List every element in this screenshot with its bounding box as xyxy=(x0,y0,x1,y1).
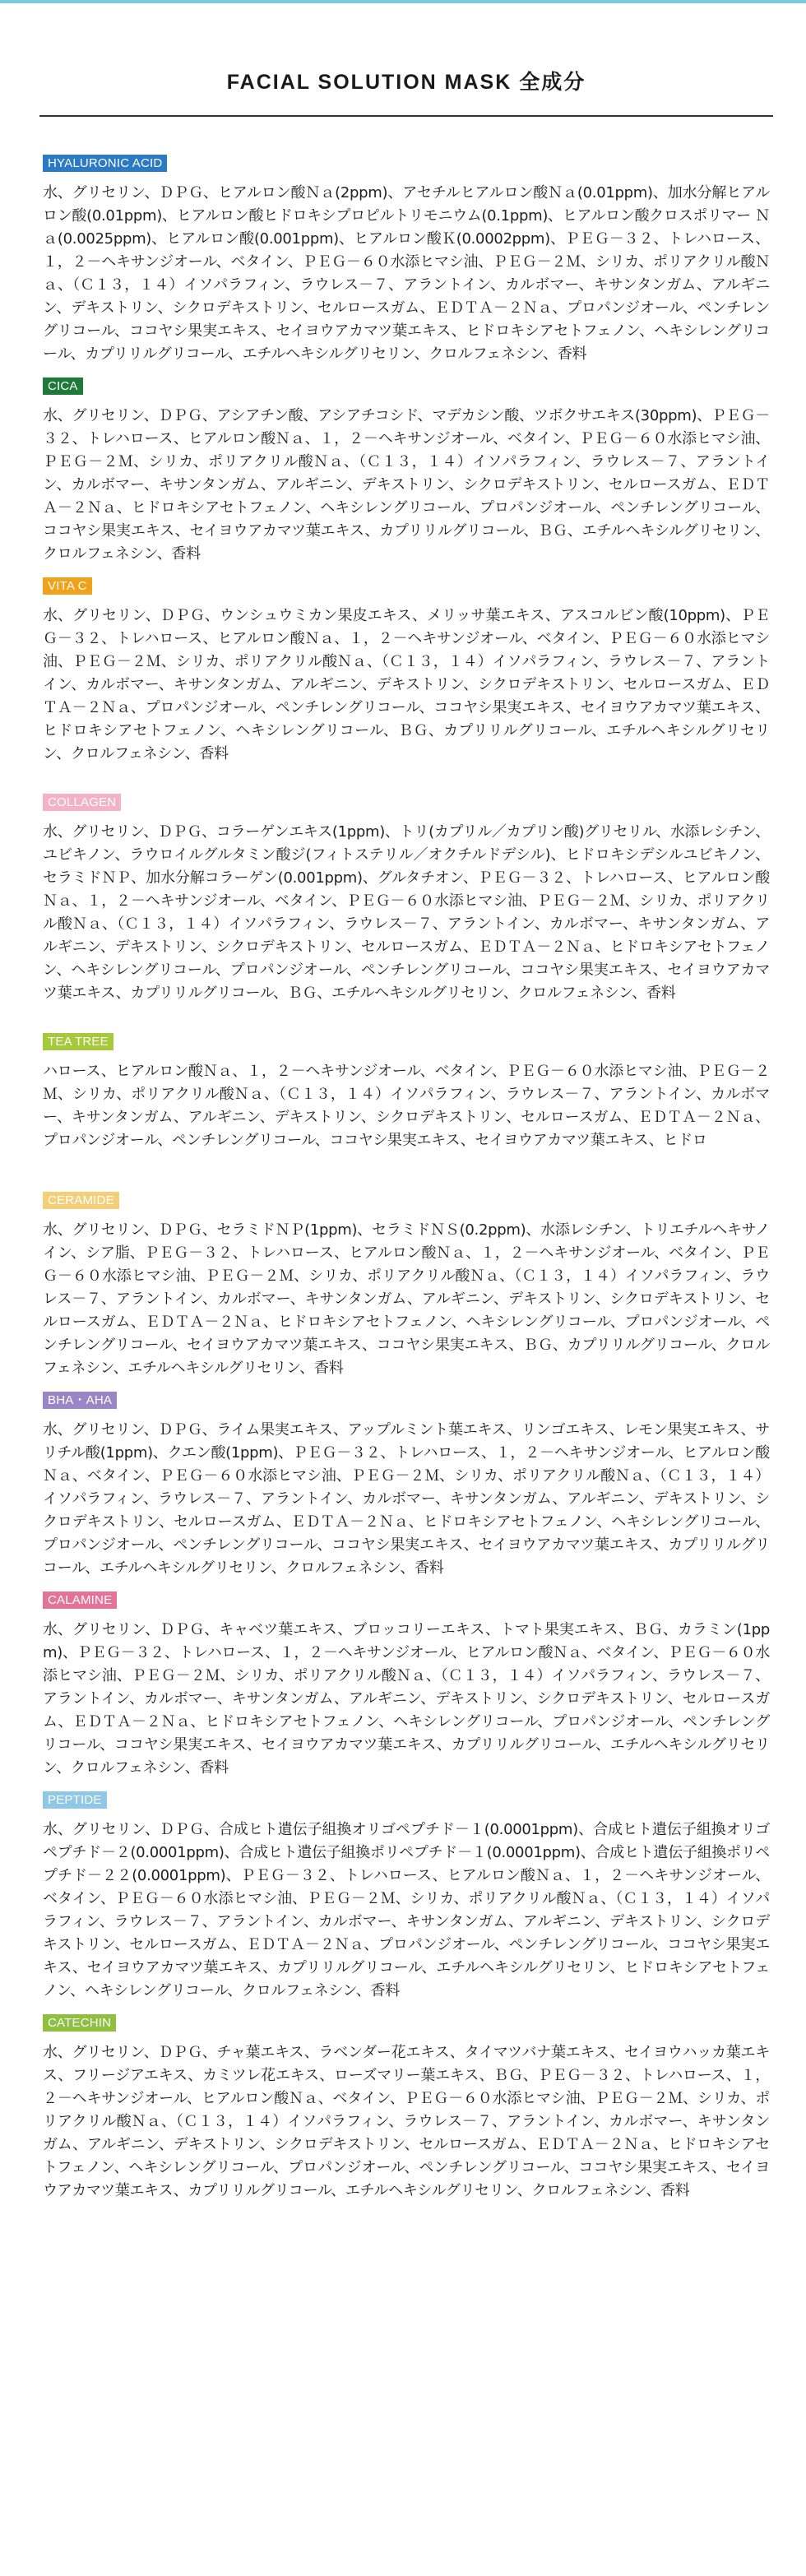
section-badge: TEA TREE xyxy=(43,1033,113,1050)
page-header xyxy=(39,66,773,117)
page-title: FACIAL SOLUTION MASK 全成分 xyxy=(39,66,773,117)
ingredient-section-catechin xyxy=(43,2014,770,2203)
ingredient-text: 水、グリセリン、ＤＰＧ、ヒアルロン酸Ｎａ(2ppm)、アセチルヒアルロン酸Ｎａ(0.01ppm)、加水分解ヒアルロン酸(0.01ppm)、ヒアルロン酸ヒドロキシプロピルトリモニウム(0.1ppm)、ヒアルロン酸クロスポリマー Ｎａ(0.0025ppm)、ヒアルロン酸(0.001ppm)、ヒアルロン酸Ｋ(0.0002ppm)、ＰＥＧ－３２、トレハロース、１，２－ヘキサンジオール、ベタイン、ＰＥＧ－６０水添ヒマシ油、ＰＥＧ－２Ｍ、シリカ、ポリアクリル酸Ｎａ、（Ｃ１３，１４）イソパラフィン、ラウレス－７、アラントイン、カルボマー、キサンタンガム、アルギニン、デキストリン、シクロデキストリン、セルロースガム、ＥＤＴＡ－２Ｎａ、プロパンジオール、ペンチレングリコール、ココヤシ果実エキス、セイヨウアカマツ葉エキス、ヒドロキシアセトフェノン、ヘキシレングリコール、カプリリルグリコール、エチルヘキシルグリセリン、クロルフェネシン、香料 xyxy=(43,184,770,363)
ingredient-section-peptide xyxy=(43,1791,770,2003)
ingredient-section-ceramide xyxy=(43,1192,770,1380)
ingredients-list xyxy=(43,155,770,2203)
ingredient-text: ハロース、ヒアルロン酸Ｎａ、１，２－ヘキサンジオール、ベタイン、ＰＥＧ－６０水添ヒマシ油、ＰＥＧ－２Ｍ、シリカ、ポリアクリル酸Ｎａ、（Ｃ１３，１４）イソパラフィン、ラウレス－７、アラントイン、カルボマー、キサンタンガム、アルギニン、デキストリン、シクロデキストリン、セルロースガム、ＥＤＴＡ－２Ｎａ、プロパンジオール、ペンチレングリコール、ココヤシ果実エキス、セイヨウアカマツ葉エキス、ヒドロ xyxy=(43,1063,770,1149)
section-badge: CATECHIN xyxy=(43,2014,116,2032)
ingredient-section-bha-aha xyxy=(43,1392,770,1580)
ingredient-text: 水、グリセリン、ＤＰＧ、キャベツ葉エキス、ブロッコリーエキス、トマト果実エキス、ＢＧ、カラミン(1ppm)、ＰＥＧ－３２、トレハロース、１，２－ヘキサンジオール、ヒアルロン酸Ｎａ、ベタイン、ＰＥＧ－６０水添ヒマシ油、ＰＥＧ－２Ｍ、シリカ、ポリアクリル酸Ｎａ、（Ｃ１３，１４）イソパラフィン、ラウレス－７、アラントイン、カルボマー、キサンタンガム、アルギニン、デキストリン、シクロデキストリン、セルロースガム、ＥＤＴＡ－２Ｎａ、ヒドロキシアセトフェノン、ヘキシレングリコール、プロパンジオール、ペンチレングリコール、ココヤシ果実エキス、セイヨウアカマツ葉エキス、カプリリルグリコール、エチルヘキシルグリセリン、クロルフェネシン、香料 xyxy=(43,1621,770,1777)
section-badge: VITA C xyxy=(43,577,92,595)
section-badge: CERAMIDE xyxy=(43,1192,119,1209)
ingredient-section-tea-tree xyxy=(43,1033,770,1152)
ingredient-text: 水、グリセリン、ＤＰＧ、ライム果実エキス、アップルミント葉エキス、リンゴエキス、レモン果実エキス、サリチル酸(1ppm)、クエン酸(1ppm)、ＰＥＧ－３２、トレハロース、１，２－ヘキサンジオール、ヒアルロン酸Ｎａ、ベタイン、ＰＥＧ－６０水添ヒマシ油、ＰＥＧ－２Ｍ、シリカ、ポリアクリル酸Ｎａ、（Ｃ１３，１４）イソパラフィン、ラウレス－７、アラントイン、カルボマー、キサンタンガム、アルギニン、デキストリン、シクロデキストリン、セルロースガム、ＥＤＴＡ－２Ｎａ、ヒドロキシアセトフェノン、ヘキシレングリコール、プロパンジオール、ペンチレングリコール、ココヤシ果実エキス、セイヨウアカマツ葉エキス、カプリリルグリコール、エチルヘキシルグリセリン、クロルフェネシン、香料 xyxy=(43,1421,770,1577)
ingredient-text: 水、グリセリン、ＤＰＧ、ウンシュウミカン果皮エキス、メリッサ葉エキス、アスコルビン酸(10ppm)、ＰＥＧ－３２、トレハロース、ヒアルロン酸Ｎａ、１，２－ヘキサンジオール、ベタイン、ＰＥＧ－６０水添ヒマシ油、ＰＥＧ－２Ｍ、シリカ、ポリアクリル酸Ｎａ、（Ｃ１３，１４）イソパラフィン、ラウレス－７、アラントイン、カルボマー、キサンタンガム、アルギニン、デキストリン、シクロデキストリン、セルロースガム、ＥＤＴＡ－２Ｎａ、プロパンジオール、ペンチレングリコール、ココヤシ果実エキス、セイヨウアカマツ葉エキス、ヒドロキシアセトフェノン、ヘキシレングリコール、ＢＧ、カプリリルグリコール、エチルヘキシルグリセリン、クロルフェネシン、香料 xyxy=(43,607,770,762)
ingredient-text: 水、グリセリン、ＤＰＧ、コラーゲンエキス(1ppm)、トリ(カプリル／カプリン酸)グリセリル、水添レシチン、ユビキノン、ラウロイルグルタミン酸ジ(フィトステリル／オクチルドデシル)、ヒドロキシデシルユビキノン、セラミドＮＰ、加水分解コラーゲン(0.001ppm)、グルタチオン、ＰＥＧ－３２、トレハロース、ヒアルロン酸Ｎａ、１，２－ヘキサンジオール、ベタイン、ＰＥＧ－６０水添ヒマシ油、ＰＥＧ－２Ｍ、シリカ、ポリアクリル酸Ｎａ、（Ｃ１３，１４）イソパラフィン、ラウレス－７、アラントイン、カルボマー、キサンタンガム、アルギニン、デキストリン、シクロデキストリン、セルロースガム、ＥＤＴＡ－２Ｎａ、ヒドロキシアセトフェノン、ヘキシレングリコール、プロパンジオール、ペンチレングリコール、ココヤシ果実エキス、セイヨウアカマツ葉エキス、カプリリルグリコール、ＢＧ、エチルヘキシルグリセリン、クロルフェネシン、香料 xyxy=(43,823,770,1002)
ingredient-section-hyaluronic-acid xyxy=(43,155,770,366)
section-badge: CALAMINE xyxy=(43,1591,117,1609)
ingredient-section-collagen xyxy=(43,794,770,1005)
top-accent-rule xyxy=(0,0,806,3)
section-badge: CICA xyxy=(43,378,83,395)
ingredient-text: 水、グリセリン、ＤＰＧ、アシアチン酸、アシアチコシド、マデカシン酸、ツボクサエキス(30ppm)、ＰＥＧ－３２、トレハロース、ヒアルロン酸Ｎａ、１，２－ヘキサンジオール、ベタイン、ＰＥＧ－６０水添ヒマシ油、ＰＥＧ－２Ｍ、シリカ、ポリアクリル酸Ｎａ、（Ｃ１３，１４）イソパラフィン、ラウレス－７、アラントイン、カルボマー、キサンタンガム、アルギニン、デキストリン、シクロデキストリン、セルロースガム、ＥＤＴＡ－２Ｎａ、ヒドロキシアセトフェノン、ヘキシレングリコール、プロパンジオール、ペンチレングリコール、ココヤシ果実エキス、セイヨウアカマツ葉エキス、カプリリルグリコール、ＢＧ、エチルヘキシルグリセリン、クロルフェネシン、香料 xyxy=(43,407,770,563)
section-badge: HYALURONIC ACID xyxy=(43,155,167,172)
ingredient-text: 水、グリセリン、ＤＰＧ、セラミドＮＰ(1ppm)、セラミドＮＳ(0.2ppm)、水添レシチン、トリエチルヘキサノイン、シア脂、ＰＥＧ－３２、トレハロース、ヒアルロン酸Ｎａ、１，２－ヘキサンジオール、ベタイン、ＰＥＧ－６０水添ヒマシ油、ＰＥＧ－２Ｍ、シリカ、ポリアクリル酸Ｎａ、（Ｃ１３，１４）イソパラフィン、ラウレス－７、アラントイン、カルボマー、キサンタンガム、アルギニン、デキストリン、シクロデキストリン、セルロースガム、ＥＤＴＡ－２Ｎａ、ヒドロキシアセトフェノン、ヘキシレングリコール、プロパンジオール、ペンチレングリコール、セイヨウアカマツ葉エキス、ココヤシ果実エキス、ＢＧ、カプリリルグリコール、クロルフェネシン、エチルヘキシルグリセリン、香料 xyxy=(43,1221,770,1377)
ingredient-section-cica xyxy=(43,378,770,566)
ingredient-text: 水、グリセリン、ＤＰＧ、合成ヒト遺伝子組換オリゴペプチド－１(0.0001ppm)、合成ヒト遺伝子組換オリゴペプチド－２(0.0001ppm)、合成ヒト遺伝子組換ポリペプチド－１(0.0001ppm)、合成ヒト遺伝子組換ポリペプチド－２２(0.0001ppm)、ＰＥＧ－３２、トレハロース、ヒアルロン酸Ｎａ、１，２－ヘキサンジオール、ベタイン、ＰＥＧ－６０水添ヒマシ油、ＰＥＧ－２Ｍ、シリカ、ポリアクリル酸Ｎａ、（Ｃ１３，１４）イソパラフィン、ラウレス－７、アラントイン、カルボマー、キサンタンガム、アルギニン、デキストリン、シクロデキストリン、セルロースガム、ＥＤＴＡ－２Ｎａ、プロパンジオール、ペンチレングリコール、ココヤシ果実エキス、セイヨウアカマツ葉エキス、カプリリルグリコール、エチルヘキシルグリセリン、ヒドロキシアセトフェノン、ヘキシレングリコール、クロルフェネシン、香料 xyxy=(43,1821,770,1999)
ingredient-section-vita-c xyxy=(43,577,770,766)
section-badge: COLLAGEN xyxy=(43,794,121,811)
ingredient-text: 水、グリセリン、ＤＰＧ、チャ葉エキス、ラベンダー花エキス、タイマツバナ葉エキス、セイヨウハッカ葉エキス、フリージアエキス、カミツレ花エキス、ローズマリー葉エキス、ＢＧ、ＰＥＧ－３２、トレハロース、１，２－ヘキサンジオール、ヒアルロン酸Ｎａ、ベタイン、ＰＥＧ－６０水添ヒマシ油、ＰＥＧ－２Ｍ、シリカ、ポリアクリル酸Ｎａ、（Ｃ１３，１４）イソパラフィン、ラウレス－７、アラントイン、カルボマー、キサンタンガム、アルギニン、デキストリン、シクロデキストリン、セルロースガム、ＥＤＴＡ－２Ｎａ、ヒドロキシアセトフェノン、ヘキシレングリコール、プロパンジオール、ペンチレングリコール、ココヤシ果実エキス、セイヨウアカマツ葉エキス、カプリリルグリコール、エチルヘキシルグリセリン、クロルフェネシン、香料 xyxy=(43,2044,770,2199)
section-badge: BHA・AHA xyxy=(43,1392,117,1409)
ingredient-section-calamine xyxy=(43,1591,770,1780)
section-badge: PEPTIDE xyxy=(43,1791,107,1809)
